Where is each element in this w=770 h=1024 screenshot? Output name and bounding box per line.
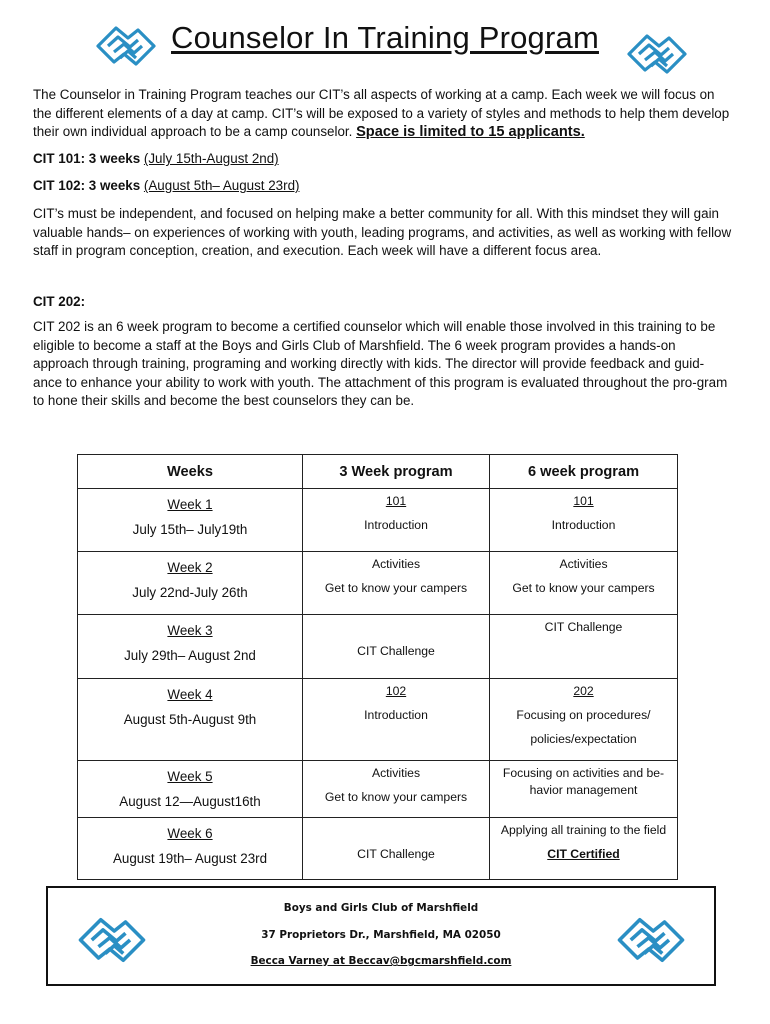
course-code: 202 bbox=[573, 684, 594, 698]
club-logo-icon bbox=[76, 915, 148, 965]
schedule-table bbox=[77, 454, 678, 880]
footer-org: Boys and Girls Club of Marshfield bbox=[283, 902, 479, 914]
course-code: 101 bbox=[385, 494, 407, 508]
course-code: 102 bbox=[385, 684, 407, 698]
table-row bbox=[78, 818, 678, 880]
course-topic: Get to know your campers bbox=[512, 581, 655, 595]
course-topic: Get to know your campers bbox=[324, 581, 468, 595]
cit102-heading bbox=[33, 178, 300, 193]
course-topic: Introduction bbox=[551, 518, 616, 532]
course-topic: Applying all training to the field bbox=[500, 823, 667, 837]
cit202-heading: CIT 202: bbox=[33, 294, 86, 309]
course-code: Activities bbox=[559, 557, 608, 571]
table-row bbox=[78, 615, 678, 679]
cit101-dates: (July 15th-August 2nd) bbox=[143, 151, 279, 166]
footer-address: 37 Proprietors Dr., Marshfield, MA 02050 bbox=[261, 929, 501, 941]
course-code: 101 bbox=[573, 494, 594, 508]
cit102-label: CIT 102: 3 weeks bbox=[33, 178, 144, 193]
mindset-paragraph: CIT’s must be independent, and focused on helping make a better community for all. With this mindset they will gain valuable hands– on experiences of working with youth, leading programs, and activities, as well as working with fellow staff in program conception, creation, and execution. Each week will have a different focus area. bbox=[33, 206, 732, 259]
week-dates: August 12—August16th bbox=[119, 794, 261, 809]
header-3-week: 3 Week program bbox=[303, 455, 490, 489]
header-weeks: Weeks bbox=[78, 455, 303, 489]
course-topic: Get to know your campers bbox=[324, 790, 468, 804]
certified-label: CIT Certified bbox=[547, 847, 620, 861]
course-topic: Introduction bbox=[364, 708, 428, 722]
week-dates: August 5th-August 9th bbox=[123, 712, 257, 727]
week-label: Week 4 bbox=[167, 687, 213, 702]
club-logo-icon bbox=[615, 915, 687, 965]
week-dates: July 15th– July19th bbox=[132, 522, 248, 537]
cit101-heading bbox=[33, 151, 279, 166]
cit101-label: CIT 101: 3 weeks bbox=[33, 151, 144, 166]
week-label: Week 2 bbox=[167, 560, 213, 575]
page-title: Counselor In Training Program bbox=[171, 20, 599, 55]
week-label: Week 1 bbox=[167, 497, 213, 512]
table-header-row bbox=[78, 455, 678, 489]
table-row bbox=[78, 679, 678, 761]
course-topic: CIT Challenge bbox=[357, 644, 435, 658]
course-topic: havior management bbox=[529, 783, 638, 797]
course-topic: Focusing on activities and be- bbox=[502, 766, 665, 780]
week-label: Week 6 bbox=[167, 826, 213, 841]
space-limit-note: Space is limited to 15 applicants. bbox=[356, 124, 585, 141]
course-topic: Focusing on procedures/ bbox=[516, 708, 651, 722]
week-dates: July 29th– August 2nd bbox=[124, 648, 256, 663]
table-row bbox=[78, 552, 678, 615]
week-label: Week 3 bbox=[167, 623, 213, 638]
week-dates: July 22nd-July 26th bbox=[132, 585, 248, 600]
course-topic: policies/expectation bbox=[530, 732, 637, 746]
course-code: Activities bbox=[371, 557, 421, 571]
week-dates: August 19th– August 23rd bbox=[112, 851, 268, 866]
footer-contact-link[interactable]: Becca Varney at Beccav@bgcmarshfield.com bbox=[250, 955, 512, 967]
header-6-week: 6 week program bbox=[490, 455, 678, 489]
cit102-dates: (August 5th– August 23rd) bbox=[143, 178, 300, 193]
course-topic: CIT Challenge bbox=[544, 620, 623, 634]
cit202-paragraph: CIT 202 is an 6 week program to become a certified counselor which will enable those involved in this training to be eligible to become a staff at the Boys and Girls Club of Marshfield. The 6 week program provides a hands-on approach through training, programing and working directly with kids. The director will provide feedback and guid-ance to enhance your ability to work with youth. The attachment of this program is evaluated throughout the pro-gram to hone their skills and become the best counselors they can be. bbox=[33, 319, 728, 409]
table-row bbox=[78, 489, 678, 552]
table-row bbox=[78, 761, 678, 818]
intro-text: The Counselor in Training Program teaches our CIT’s all aspects of working at a camp. Each week we will focus on the different elements of a day at camp. CIT’s will be exposed to a variety of styles and methods to help them develop their own individual approach to be a camp counselor. bbox=[33, 87, 730, 140]
course-code: Activities bbox=[371, 766, 421, 780]
intro-paragraph bbox=[33, 86, 733, 142]
course-topic: CIT Challenge bbox=[357, 847, 435, 861]
course-topic: Introduction bbox=[364, 518, 428, 532]
week-label: Week 5 bbox=[167, 769, 213, 784]
